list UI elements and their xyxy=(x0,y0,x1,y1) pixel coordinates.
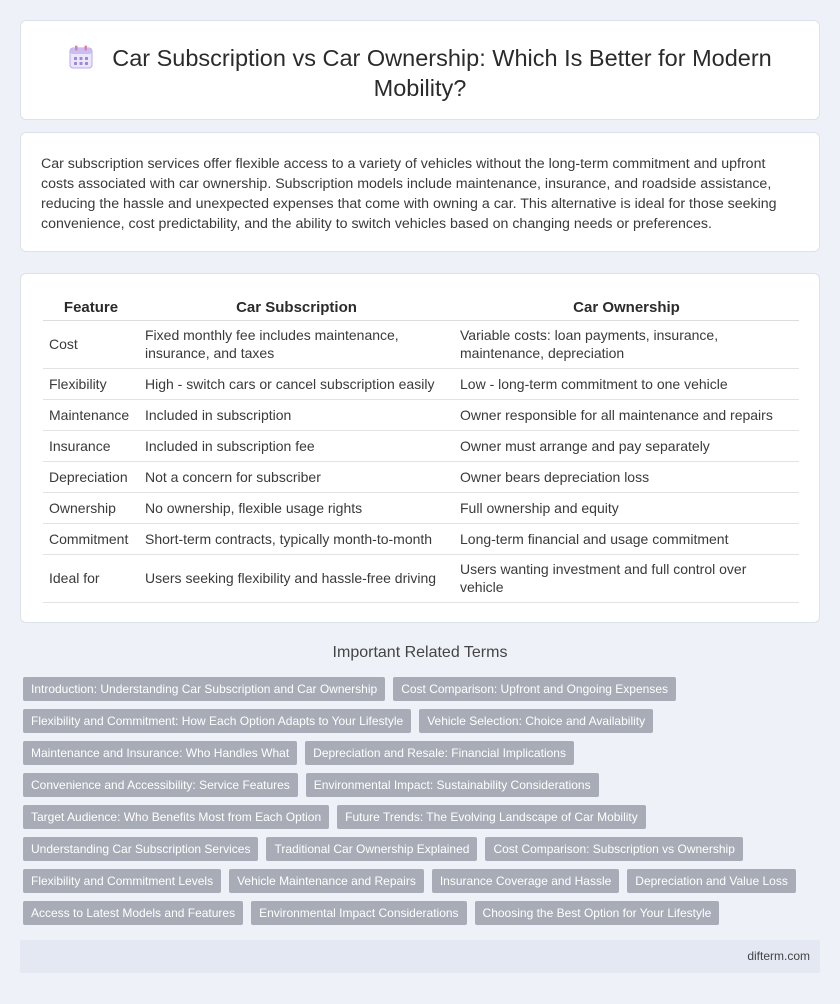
comparison-card xyxy=(20,273,820,623)
related-term-tag[interactable]: Target Audience: Who Benefits Most from Each Option xyxy=(23,805,329,829)
related-term-tag[interactable]: Environmental Impact: Sustainability Considerations xyxy=(306,773,599,797)
header-feature: Feature xyxy=(43,296,139,320)
row-feature: Insurance xyxy=(43,430,139,461)
footer-bar xyxy=(20,940,820,973)
related-term-tag[interactable]: Cost Comparison: Subscription vs Ownership xyxy=(485,837,742,861)
intro-card xyxy=(20,132,820,252)
header-subscription: Car Subscription xyxy=(139,296,454,320)
related-term-tag[interactable]: Flexibility and Commitment: How Each Option Adapts to Your Lifestyle xyxy=(23,709,411,733)
row-ownership: Full ownership and equity xyxy=(454,492,799,523)
related-term-tag[interactable]: Introduction: Understanding Car Subscription and Car Ownership xyxy=(23,677,385,701)
related-term-tag[interactable]: Convenience and Accessibility: Service Features xyxy=(23,773,298,797)
row-ownership: Owner responsible for all maintenance and repairs xyxy=(454,399,799,430)
footer-site-link[interactable]: difterm.com xyxy=(747,949,810,963)
title-card xyxy=(20,20,820,120)
row-ownership: Owner bears depreciation loss xyxy=(454,461,799,492)
related-terms-list xyxy=(23,677,823,925)
table-row xyxy=(43,523,799,554)
row-subscription: Included in subscription xyxy=(139,399,454,430)
related-term-tag[interactable]: Understanding Car Subscription Services xyxy=(23,837,258,861)
related-term-tag[interactable]: Choosing the Best Option for Your Lifestyle xyxy=(475,901,720,925)
table-row xyxy=(43,492,799,523)
row-ownership: Users wanting investment and full control over vehicle xyxy=(454,554,799,602)
related-term-tag[interactable]: Traditional Car Ownership Explained xyxy=(266,837,477,861)
row-feature: Ownership xyxy=(43,492,139,523)
related-term-tag[interactable]: Flexibility and Commitment Levels xyxy=(23,869,221,893)
row-subscription: Users seeking flexibility and hassle-free driving xyxy=(139,554,454,602)
table-row xyxy=(43,368,799,399)
related-term-tag[interactable]: Depreciation and Value Loss xyxy=(627,869,796,893)
related-term-tag[interactable]: Cost Comparison: Upfront and Ongoing Expenses xyxy=(393,677,676,701)
row-subscription: Fixed monthly fee includes maintenance, insurance, and taxes xyxy=(139,320,454,368)
table-row xyxy=(43,554,799,602)
row-feature: Cost xyxy=(43,320,139,368)
row-subscription: Included in subscription fee xyxy=(139,430,454,461)
related-term-tag[interactable]: Maintenance and Insurance: Who Handles What xyxy=(23,741,297,765)
intro-paragraph: Car subscription services offer flexible access to a variety of vehicles without the long-term commitment and upfront costs associated with car ownership. Subscription models include maintenance, insurance, and roadside assistance, reducing the hassle and unexpected expenses that come with owning a car. This alternative is ideal for those seeking convenience, cost predictability, and the ability to switch vehicles based on changing needs or preferences. xyxy=(41,156,777,232)
row-feature: Flexibility xyxy=(43,368,139,399)
row-feature: Commitment xyxy=(43,523,139,554)
row-ownership: Owner must arrange and pay separately xyxy=(454,430,799,461)
related-term-tag[interactable]: Insurance Coverage and Hassle xyxy=(432,869,619,893)
table-header-row xyxy=(43,296,799,320)
related-term-tag[interactable]: Access to Latest Models and Features xyxy=(23,901,243,925)
page-title-row xyxy=(21,43,819,103)
row-ownership: Variable costs: loan payments, insurance, maintenance, depreciation xyxy=(454,320,799,368)
row-feature: Depreciation xyxy=(43,461,139,492)
comparison-table xyxy=(43,296,799,603)
header-ownership: Car Ownership xyxy=(454,296,799,320)
table-row xyxy=(43,320,799,368)
table-row xyxy=(43,399,799,430)
table-row xyxy=(43,461,799,492)
row-ownership: Low - long-term commitment to one vehicle xyxy=(454,368,799,399)
row-feature: Maintenance xyxy=(43,399,139,430)
related-term-tag[interactable]: Future Trends: The Evolving Landscape of Car Mobility xyxy=(337,805,646,829)
row-ownership: Long-term financial and usage commitment xyxy=(454,523,799,554)
related-term-tag[interactable]: Environmental Impact Considerations xyxy=(251,901,466,925)
related-terms-title: Important Related Terms xyxy=(332,644,508,661)
related-term-tag[interactable]: Vehicle Maintenance and Repairs xyxy=(229,869,424,893)
page-title: Car Subscription vs Car Ownership: Which Is Better for Modern Mobility? xyxy=(112,45,772,101)
calendar-icon xyxy=(68,44,94,70)
related-term-tag[interactable]: Vehicle Selection: Choice and Availability xyxy=(419,709,653,733)
row-subscription: Not a concern for subscriber xyxy=(139,461,454,492)
row-subscription: Short-term contracts, typically month-to-month xyxy=(139,523,454,554)
row-subscription: High - switch cars or cancel subscription easily xyxy=(139,368,454,399)
related-term-tag[interactable]: Depreciation and Resale: Financial Implications xyxy=(305,741,574,765)
row-feature: Ideal for xyxy=(43,554,139,602)
row-subscription: No ownership, flexible usage rights xyxy=(139,492,454,523)
table-row xyxy=(43,430,799,461)
